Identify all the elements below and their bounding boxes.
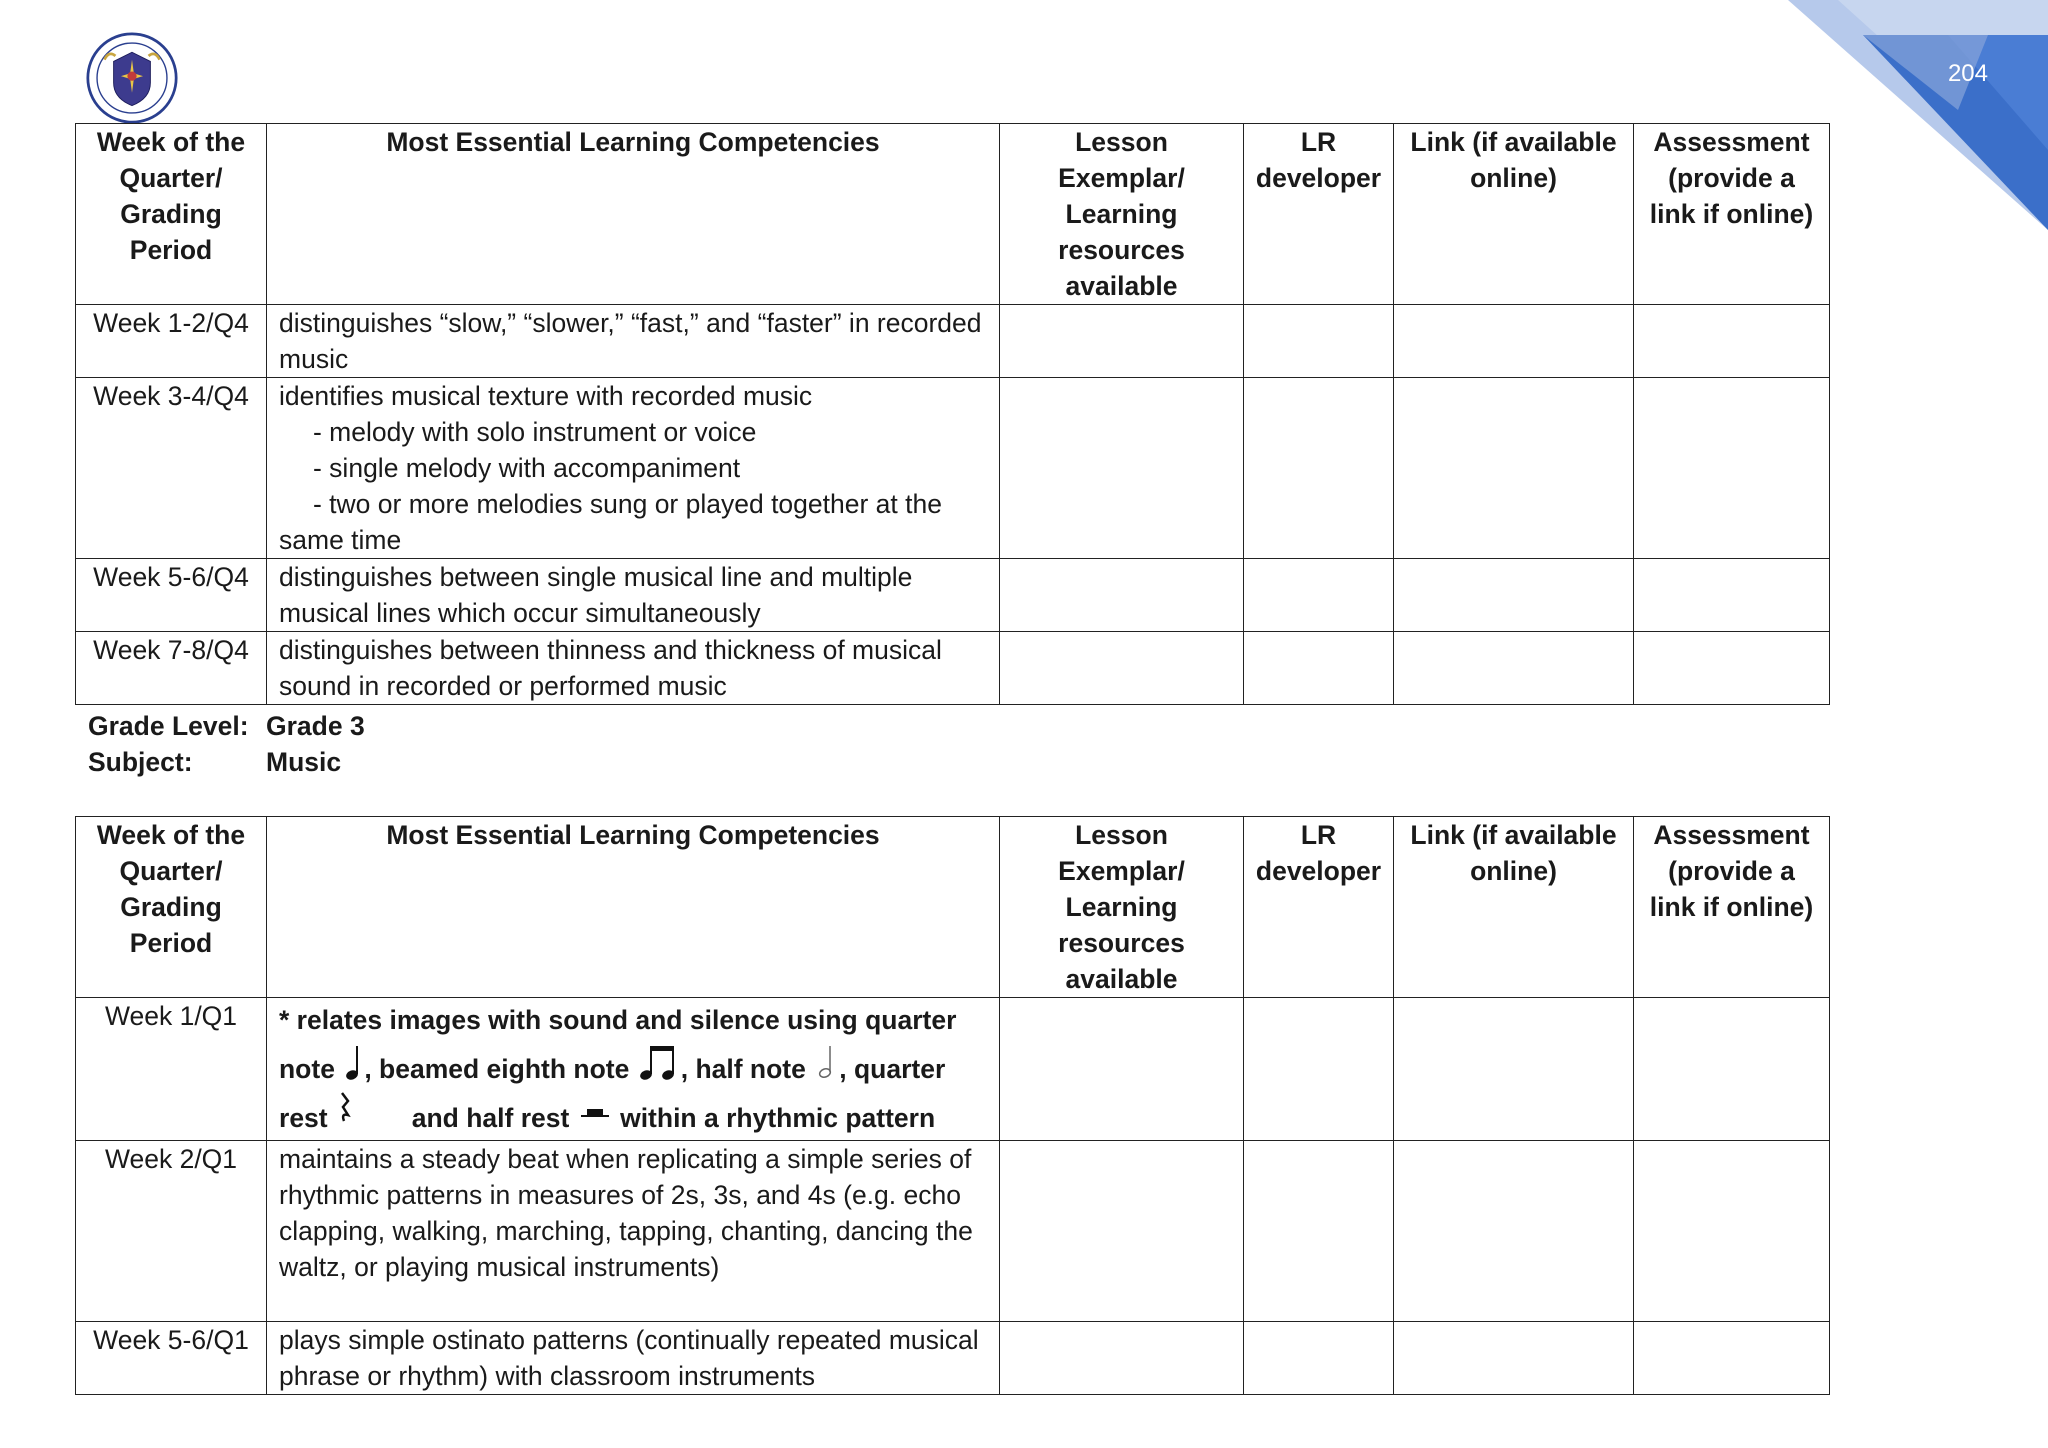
lesson-cell: [1000, 998, 1244, 1141]
competency-text: and half rest: [411, 1103, 570, 1133]
header-lesson: Lesson Exemplar/ Learning resources available: [1000, 124, 1244, 305]
competency-cell: distinguishes between single musical line and multiple musical lines which occur simultaneously: [267, 559, 1000, 632]
quarter-note-icon: [344, 1042, 362, 1082]
assessment-cell: [1634, 1322, 1830, 1395]
table-row: [76, 1141, 1830, 1322]
header-link: Link (if available online): [1394, 817, 1634, 998]
competency-text: * relates images with sound and silence using quarter: [279, 1005, 957, 1035]
assessment-cell: [1634, 1141, 1830, 1322]
lesson-cell: [1000, 305, 1244, 378]
competency-text: , beamed eighth note: [364, 1054, 630, 1084]
subject-label: Subject:: [88, 747, 193, 777]
half-rest-icon: [579, 1101, 611, 1131]
week-cell: Week 5-6/Q4: [76, 559, 267, 632]
page-number: 204: [1947, 60, 1988, 87]
header-assessment: Assessment (provide a link if online): [1634, 124, 1830, 305]
grade-level-value: Grade 3: [266, 711, 365, 741]
competency-text: within a rhythmic pattern: [620, 1103, 936, 1133]
competency-cell: [267, 998, 1000, 1141]
lr-developer-cell: [1244, 1322, 1394, 1395]
competency-cell: maintains a steady beat when replicating a simple series of rhythmic patterns in measures of 2s, 3s, and 4s (e.g. echo clapping, walking, marching, tapping, chanting, dancing the waltz, or playing musical instruments): [267, 1141, 1000, 1322]
week-cell: Week 3-4/Q4: [76, 378, 267, 559]
link-cell: [1394, 998, 1634, 1141]
link-cell: [1394, 378, 1634, 559]
link-cell: [1394, 632, 1634, 705]
grade-subject-info: [88, 708, 365, 780]
link-cell: [1394, 1322, 1634, 1395]
assessment-cell: [1634, 559, 1830, 632]
table-row: [76, 632, 1830, 705]
week-cell: Week 7-8/Q4: [76, 632, 267, 705]
assessment-cell: [1634, 632, 1830, 705]
assessment-cell: [1634, 998, 1830, 1141]
link-cell: [1394, 305, 1634, 378]
competencies-table-q4: [75, 123, 1830, 705]
table-row: [76, 305, 1830, 378]
header-lesson: Lesson Exemplar/ Learning resources available: [1000, 817, 1244, 998]
lr-developer-cell: [1244, 998, 1394, 1141]
competency-cell: distinguishes between thinness and thickness of musical sound in recorded or performed music: [267, 632, 1000, 705]
week-cell: Week 5-6/Q1: [76, 1322, 267, 1395]
table-header-row: [76, 817, 1830, 998]
subject-value: Music: [266, 747, 342, 777]
beamed-eighth-note-icon: [639, 1042, 679, 1082]
week-cell: Week 1/Q1: [76, 998, 267, 1141]
competency-text-tail: same time: [279, 525, 402, 555]
header-lr-developer: LR developer: [1244, 817, 1394, 998]
table-row: [76, 1322, 1830, 1395]
lesson-cell: [1000, 378, 1244, 559]
competency-cell: distinguishes “slow,” “slower,” “fast,” and “faster” in recorded music: [267, 305, 1000, 378]
assessment-cell: [1634, 305, 1830, 378]
lesson-cell: [1000, 632, 1244, 705]
competency-text: identifies musical texture with recorded music: [279, 381, 813, 411]
header-lr-developer: LR developer: [1244, 124, 1394, 305]
table-row: [76, 998, 1830, 1141]
lr-developer-cell: [1244, 378, 1394, 559]
header-week: Week of the Quarter/ Grading Period: [76, 124, 267, 305]
subject-row: [88, 744, 365, 780]
week-cell: Week 2/Q1: [76, 1141, 267, 1322]
competency-text: rest: [279, 1103, 328, 1133]
lr-developer-cell: [1244, 632, 1394, 705]
header-assessment: Assessment (provide a link if online): [1634, 817, 1830, 998]
competency-text: note: [279, 1054, 335, 1084]
header-competencies: Most Essential Learning Competencies: [267, 124, 1000, 305]
lr-developer-cell: [1244, 559, 1394, 632]
competency-text: , quarter: [839, 1054, 946, 1084]
competencies-table-q1: [75, 816, 1830, 1395]
lesson-cell: [1000, 1322, 1244, 1395]
competency-cell: [267, 378, 1000, 559]
competency-text: , half note: [680, 1054, 806, 1084]
table-row: [76, 559, 1830, 632]
grade-level-row: [88, 708, 365, 744]
header-week: Week of the Quarter/ Grading Period: [76, 817, 267, 998]
table-header-row: [76, 124, 1830, 305]
link-cell: [1394, 559, 1634, 632]
deped-seal-logo: [86, 32, 178, 124]
header-competencies: Most Essential Learning Competencies: [267, 817, 1000, 998]
grade-level-label: Grade Level:: [88, 711, 249, 741]
week-cell: Week 1-2/Q4: [76, 305, 267, 378]
assessment-cell: [1634, 378, 1830, 559]
lr-developer-cell: [1244, 1141, 1394, 1322]
competency-sub-item: - single melody with accompaniment: [313, 453, 741, 483]
header-link: Link (if available online): [1394, 124, 1634, 305]
quarter-rest-icon: [337, 1091, 353, 1131]
lesson-cell: [1000, 559, 1244, 632]
lr-developer-cell: [1244, 305, 1394, 378]
link-cell: [1394, 1141, 1634, 1322]
competency-sub-item: - two or more melodies sung or played together at the: [313, 489, 942, 519]
half-note-icon: [815, 1042, 837, 1082]
competency-sub-item: - melody with solo instrument or voice: [313, 417, 757, 447]
lesson-cell: [1000, 1141, 1244, 1322]
table-row: [76, 378, 1830, 559]
competency-cell: plays simple ostinato patterns (continually repeated musical phrase or rhythm) with classroom instruments: [267, 1322, 1000, 1395]
